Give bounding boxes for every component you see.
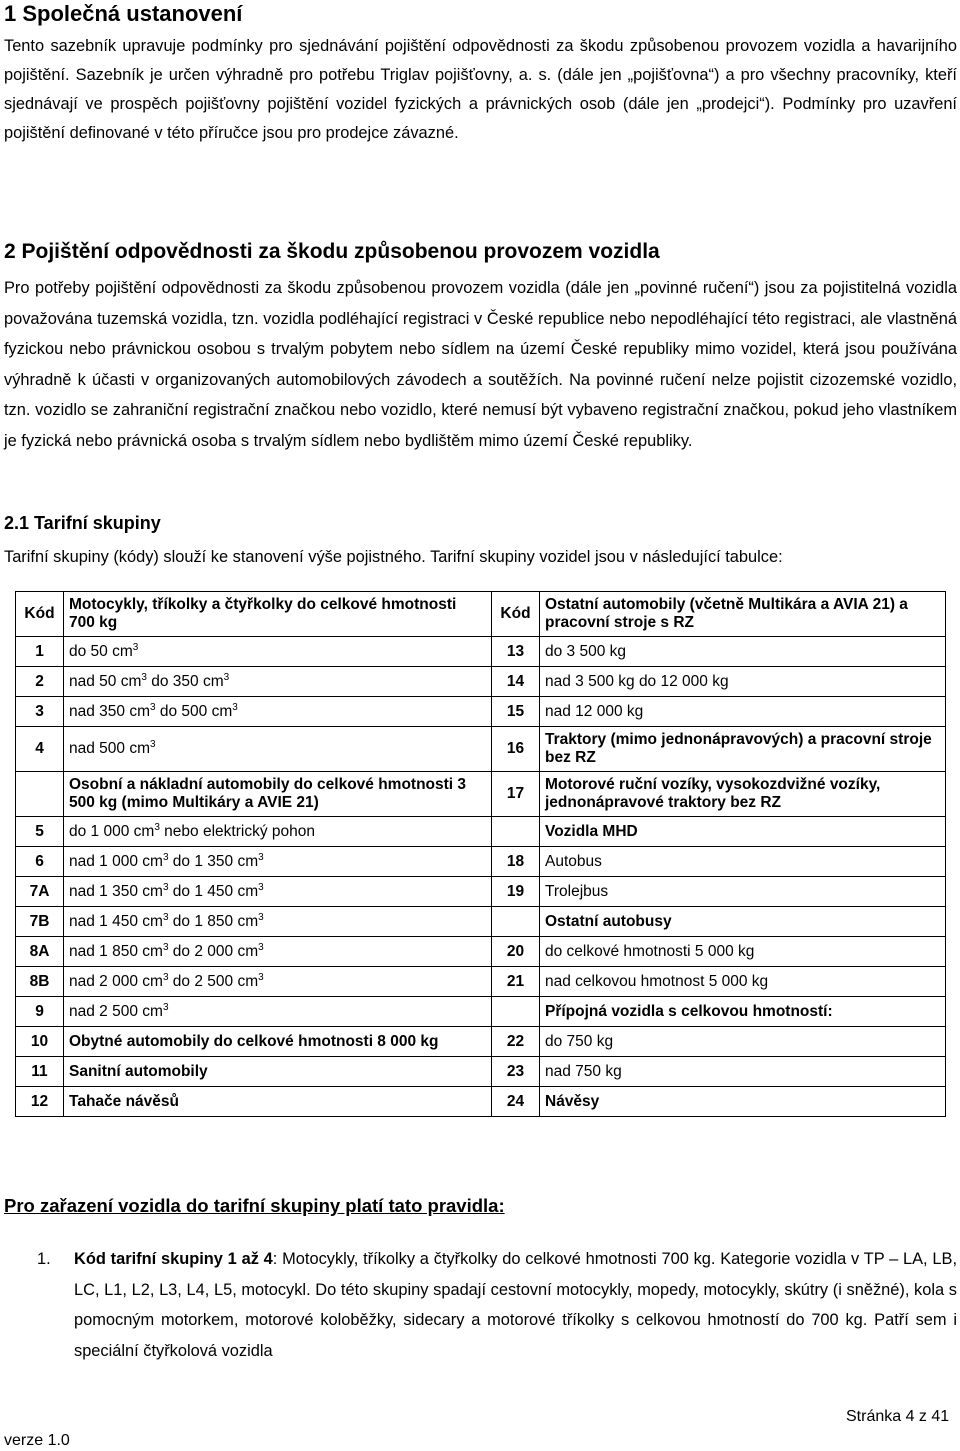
cell-desc-left-text-2: do 350 cm: [146, 672, 224, 690]
cell-desc-left: [64, 772, 492, 817]
cell-code-left: 11: [16, 1057, 64, 1087]
cell-desc-left-text: nad 1 450 cm: [69, 912, 163, 930]
superscript: 3: [132, 641, 139, 653]
cell-code-right: 23: [492, 1057, 540, 1087]
cell-desc-right: Ostatní autobusy: [540, 907, 946, 937]
table-row: [16, 727, 946, 772]
cell-code-left: 8B: [16, 967, 64, 997]
cell-code-right: 16: [492, 727, 540, 772]
cell-desc-right: Návěsy: [540, 1087, 946, 1117]
cell-code-right: [492, 907, 540, 937]
table-row: [16, 1027, 946, 1057]
cell-desc-left-text-2: do 1 450 cm: [168, 882, 259, 900]
cell-desc-left: [64, 727, 492, 772]
section-2-1-title: 2.1 Tarifní skupiny: [4, 513, 161, 533]
header-code-left: Kód: [16, 592, 64, 637]
cell-code-right: 18: [492, 847, 540, 877]
cell-desc-left-text-2: do 1 350 cm: [168, 852, 259, 870]
cell-desc-left: [64, 847, 492, 877]
cell-desc-right: nad 12 000 kg: [540, 697, 946, 727]
cell-desc-right: do 3 500 kg: [540, 637, 946, 667]
cell-desc-right: Trolejbus: [540, 877, 946, 907]
cell-code-right: 14: [492, 667, 540, 697]
cell-code-right: 20: [492, 937, 540, 967]
cell-desc-left: [64, 907, 492, 937]
cell-desc-left-text-2: do 2 500 cm: [168, 972, 259, 990]
list-item: [37, 1244, 957, 1366]
cell-code-right: [492, 997, 540, 1027]
cell-desc-left-text-2: do 1 850 cm: [168, 912, 259, 930]
table-row: [16, 907, 946, 937]
cell-desc-right: do 750 kg: [540, 1027, 946, 1057]
header-title-left: Motocykly, tříkolky a čtyřkolky do celkové hmotnosti 700 kg: [64, 592, 492, 637]
tariff-table: [15, 591, 946, 1117]
table-row: [16, 1087, 946, 1117]
cell-desc-right: Vozidla MHD: [540, 817, 946, 847]
cell-code-right: 19: [492, 877, 540, 907]
cell-code-left: 6: [16, 847, 64, 877]
cell-code-left: 10: [16, 1027, 64, 1057]
cell-code-right: [492, 817, 540, 847]
cell-code-right: 17: [492, 772, 540, 817]
list-item-number: 1.: [37, 1250, 51, 1268]
superscript: 3: [150, 701, 156, 713]
cell-desc-left: [64, 877, 492, 907]
table-row: [16, 697, 946, 727]
cell-desc-left-text-2: do 2 000 cm: [168, 942, 259, 960]
cell-desc-right: nad 3 500 kg do 12 000 kg: [540, 667, 946, 697]
list-item-body: : Motocykly, tříkolky a čtyřkolky do celkové hmotnosti 700 kg. Kategorie vozidla v TP – LA, LB, LC, L1, L2, L3, L4, L5, motocykl. Do této skupiny spadají cestovní motocykly, mopedy, motocykly, skútry (i sněžné), kola s pomocným motorkem, motorové koloběžky, sidecary a motorové tříkolky s celkovou hmotností do 700 kg. Patří sem i speciální čtyřkolová vozidla: [74, 1250, 958, 1360]
list-item-lead: Kód tarifní skupiny 1 až 4: [74, 1250, 273, 1268]
cell-desc-left: [64, 937, 492, 967]
cell-desc-left: [64, 1057, 492, 1087]
section-2-paragraph: Pro potřeby pojištění odpovědnosti za škodu způsobenou provozem vozidla (dále jen „povinné ručení“) jsou za pojistitelná vozidla považována tuzemská vozidla, tzn. vozidla podléhající registraci v České republice nebo nepodléhající této registraci, ale vlastněná fyzickou nebo právnickou osobou s trvalým pobytem nebo sídlem na území České republiky mimo vozidel, která jsou používána výhradně k účasti v organizovaných automobilových závodech a soutěžích. Na povinné ručení nelze pojistit cizozemské vozidlo, tzn. vozidlo se zahraniční registrační značkou nebo vozidlo, které nemusí být vybaveno registrační značkou, pokud jeho vlastníkem je fyzická nebo právnická osoba s trvalým sídlem nebo bydlištěm mimo území České republiky.: [4, 279, 957, 450]
cell-code-left: 1: [16, 637, 64, 667]
superscript: 3: [150, 739, 156, 750]
cell-desc-left-text: nad 2 500 cm: [69, 1002, 163, 1020]
superscript: 3: [141, 671, 147, 683]
table-row: [16, 637, 946, 667]
cell-desc-right: Traktory (mimo jednonápravových) a pracovní stroje bez RZ: [540, 727, 946, 772]
section-1-title: 1 Společná ustanovení: [4, 1, 243, 26]
superscript: 3: [154, 821, 160, 833]
table-row: [16, 817, 946, 847]
cell-desc-left-text-2: nebo elektrický pohon: [159, 822, 315, 840]
cell-code-left: 5: [16, 817, 64, 847]
superscript: 3: [258, 911, 264, 923]
table-row: [16, 937, 946, 967]
header-code-right: Kód: [492, 592, 540, 637]
section-2-title: 2 Pojištění odpovědnosti za škodu způsobenou provozem vozidla: [4, 240, 660, 263]
table-row: [16, 967, 946, 997]
list-item-text: [37, 1244, 957, 1366]
rules-list: [37, 1244, 957, 1366]
table-row: [16, 1057, 946, 1087]
cell-code-left: [16, 772, 64, 817]
cell-code-right: 24: [492, 1087, 540, 1117]
superscript: 3: [232, 701, 238, 713]
cell-code-right: 21: [492, 967, 540, 997]
superscript: 3: [162, 971, 169, 983]
cell-code-left: 2: [16, 667, 64, 697]
cell-desc-left: [64, 817, 492, 847]
superscript: 3: [258, 971, 264, 983]
cell-code-right: 15: [492, 697, 540, 727]
superscript: 3: [223, 671, 230, 683]
cell-desc-right: Přípojná vozidla s celkovou hmotností:: [540, 997, 946, 1027]
section-1-paragraph: Tento sazebník upravuje podmínky pro sjednávání pojištění odpovědnosti za škodu způsobenou provozem vozidla a havarijního pojištění. Sazebník je určen výhradně pro potřebu Triglav pojišťovny, a. s. (dále jen „pojišťovna“) a pro všechny pracovníky, kteří sjednávají ve prospěch pojišťovny pojištění vozidel fyzických a právnických osob (dále jen „prodejci“). Podmínky pro uzavření pojištění definované v této příručce jsou pro prodejce závazné.: [4, 37, 957, 142]
cell-desc-left-text: Sanitní automobily: [69, 1062, 208, 1080]
cell-code-right: 22: [492, 1027, 540, 1057]
cell-desc-left: [64, 667, 492, 697]
table-row: [16, 997, 946, 1027]
cell-desc-left-text: nad 1 850 cm: [69, 942, 163, 960]
cell-desc-right: Motorové ruční vozíky, vysokozdvižné vozíky, jednonápravové traktory bez RZ: [540, 772, 946, 817]
cell-desc-left-text: nad 350 cm: [69, 702, 150, 720]
page-number: Stránka 4 z 41: [846, 1408, 950, 1425]
cell-code-left: 8A: [16, 937, 64, 967]
version-label: verze 1.0: [4, 1432, 70, 1449]
cell-desc-left-text: nad 2 000 cm: [69, 972, 163, 990]
superscript: 3: [162, 911, 169, 923]
cell-desc-left-text: Obytné automobily do celkové hmotnosti 8 000 kg: [69, 1032, 439, 1050]
cell-desc-left: [64, 967, 492, 997]
tariff-table-body: [16, 592, 946, 1117]
cell-desc-left-text-2: do 500 cm: [155, 702, 233, 720]
cell-desc-right: nad 750 kg: [540, 1057, 946, 1087]
table-row: [16, 667, 946, 697]
cell-desc-left: [64, 697, 492, 727]
rules-title: Pro zařazení vozidla do tarifní skupiny platí tato pravidla:: [4, 1195, 505, 1216]
cell-code-left: 7A: [16, 877, 64, 907]
table-row: [16, 877, 946, 907]
cell-code-left: 12: [16, 1087, 64, 1117]
header-title-right: Ostatní automobily (včetně Multikára a AVIA 21) a pracovní stroje s RZ: [540, 592, 946, 637]
cell-desc-right: nad celkovou hmotnost 5 000 kg: [540, 967, 946, 997]
superscript: 3: [162, 851, 169, 863]
cell-desc-right: do celkové hmotnosti 5 000 kg: [540, 937, 946, 967]
table-row: [16, 772, 946, 817]
cell-desc-left-text: Osobní a nákladní automobily do celkové hmotnosti 3 500 kg (mimo Multikáry a AVIE 21): [69, 776, 467, 811]
cell-desc-left: [64, 1087, 492, 1117]
table-header-row: [16, 592, 946, 637]
cell-desc-right: Autobus: [540, 847, 946, 877]
cell-code-left: 9: [16, 997, 64, 1027]
superscript: 3: [162, 1001, 169, 1013]
cell-code-right: 13: [492, 637, 540, 667]
cell-desc-left-text: nad 1 350 cm: [69, 882, 163, 900]
table-row: [16, 847, 946, 877]
superscript: 3: [162, 941, 169, 953]
section-2-1-paragraph: Tarifní skupiny (kódy) slouží ke stanovení výše pojistného. Tarifní skupiny vozidel jsou v následující tabulce:: [4, 548, 783, 566]
cell-code-left: 3: [16, 697, 64, 727]
superscript: 3: [162, 881, 169, 893]
cell-desc-left-text: nad 50 cm: [69, 672, 142, 690]
cell-desc-left-text: nad 500 cm: [69, 740, 150, 757]
cell-desc-left-text: do 1 000 cm: [69, 822, 155, 840]
cell-desc-left: [64, 997, 492, 1027]
cell-desc-left-text: nad 1 000 cm: [69, 852, 163, 870]
superscript: 3: [258, 941, 264, 953]
superscript: 3: [258, 851, 264, 863]
cell-desc-left: [64, 637, 492, 667]
cell-desc-left: [64, 1027, 492, 1057]
cell-desc-left-text: do 50 cm: [69, 642, 133, 660]
cell-code-left: 4: [16, 727, 64, 772]
cell-code-left: 7B: [16, 907, 64, 937]
cell-desc-left-text: Tahače návěsů: [69, 1092, 179, 1110]
superscript: 3: [258, 881, 264, 893]
